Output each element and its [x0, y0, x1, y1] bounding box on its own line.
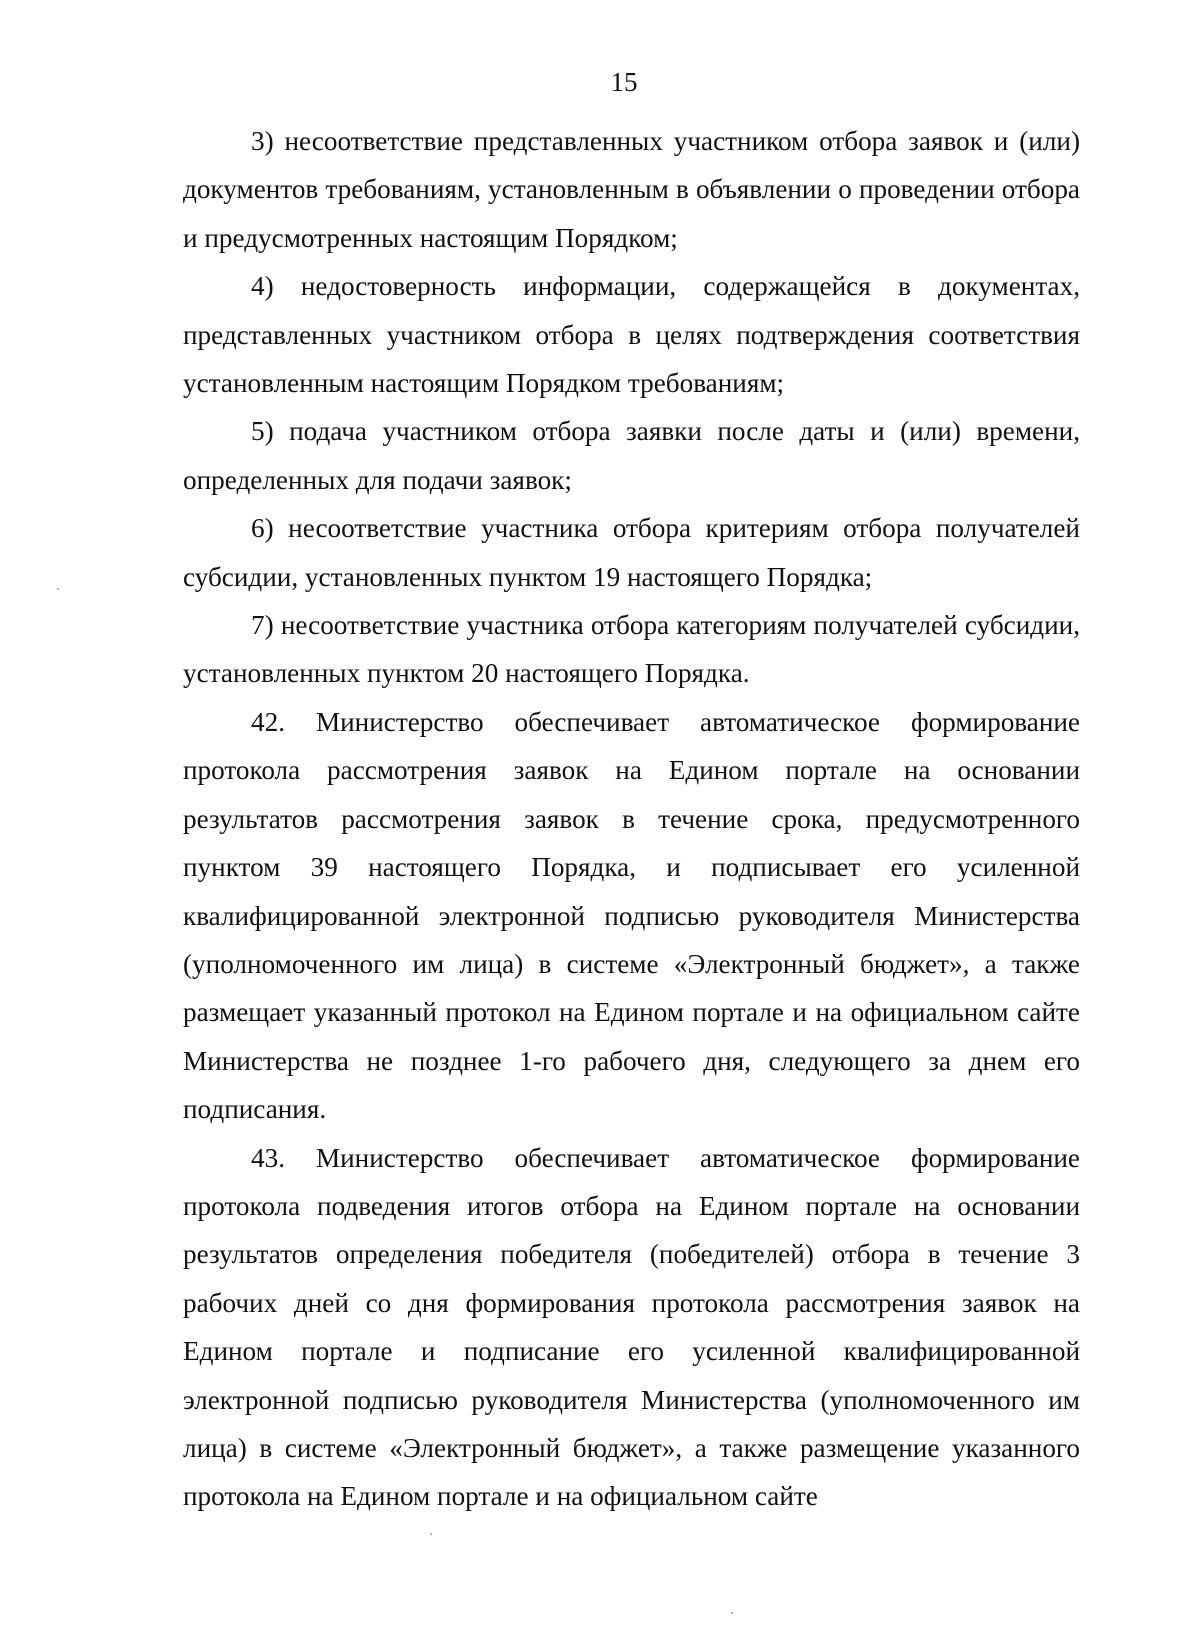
scan-speck [430, 1533, 432, 1535]
paragraph-item-5: 5) подача участником отбора заявки после даты и (или) времени, определенных для подачи заявок; [183, 416, 1080, 495]
scan-speck [731, 1612, 733, 1614]
scan-speck [57, 588, 59, 590]
paragraph-clause-42: 42. Министерство обеспечивает автоматическое формирование протокола рассмотрения заявок на Едином портале на основании результатов рассмотрения заявок в течение срока, предусмотренного пунктом 39 настоящего Порядка, и подписывает его усиленной квалифицированной электронной подписью руководителя Министерства (уполномоченного им лица) в системе «Электронный бюджет», а также размещает указанный протокол на Едином портале и на официальном сайте Министерства не позднее 1-го рабочего дня, следующего за днем его подписания. [183, 706, 1080, 1125]
paragraph-item-4: 4) недостоверность информации, содержащейся в документах, представленных участником отбора в целях подтверждения соответствия установленным настоящим Порядком требованиям; [183, 271, 1080, 399]
paragraph-clause-43: 43. Министерство обеспечивает автоматическое формирование протокола подведения итогов отбора на Едином портале на основании результатов определения победителя (победителей) отбора в течение 3 рабочих дней со дня формирования протокола рассмотрения заявок на Едином портале и подписание его усиленной квалифицированной электронной подписью руководителя Министерства (уполномоченного им лица) в системе «Электронный бюджет», а также размещение указанного протокола на Едином портале и на официальном сайте [183, 1142, 1080, 1512]
document-body [183, 117, 1080, 1521]
paragraph-item-3: 3) несоответствие представленных участником отбора заявок и (или) документов требованиям, установленным в объявлении о проведении отбора и предусмотренных настоящим Порядком; [183, 126, 1080, 253]
paragraph-item-7: 7) несоответствие участника отбора категориям получателей субсидии, установленных пунктом 20 настоящего Порядка. [183, 610, 1080, 689]
page-number: 15 [610, 67, 638, 97]
paragraph-item-6: 6) несоответствие участника отбора критериям отбора получателей субсидии, установленных пунктом 19 настоящего Порядка; [183, 513, 1080, 592]
